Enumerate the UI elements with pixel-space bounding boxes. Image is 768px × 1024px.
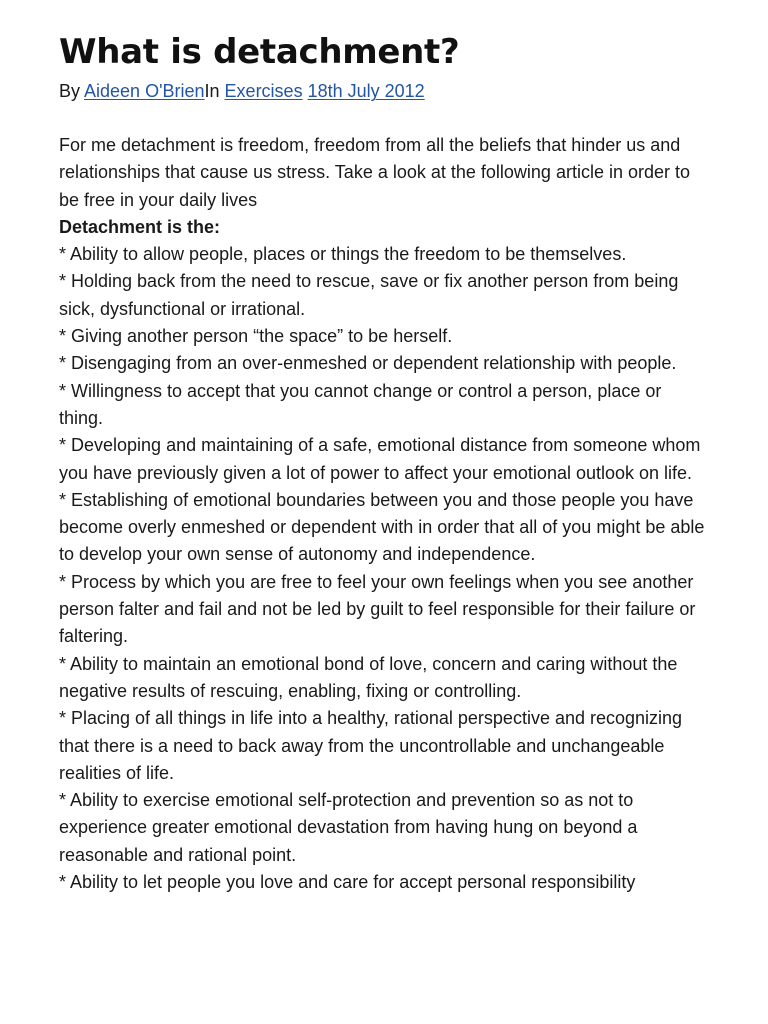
list-item: * Establishing of emotional boundaries between you and those people you have become overly enmeshed or dependent with in order that all of you might be able to develop your own sense of autonomy and independence. bbox=[59, 489, 705, 565]
list-item: * Ability to allow people, places or things the freedom to be themselves. bbox=[59, 244, 627, 265]
article-title: What is detachment? bbox=[59, 32, 460, 72]
list-subheading: Detachment is the: bbox=[59, 216, 221, 237]
list-item: * Ability to exercise emotional self-protection and prevention so as not to experience greater emotional devastation from having hung on beyond a reasonable and rational point. bbox=[59, 790, 638, 865]
list-item: * Disengaging from an over-enmeshed or dependent relationship with people. bbox=[59, 353, 677, 374]
intro-paragraph: For me detachment is freedom, freedom from all the beliefs that hinder us and relationships that cause us stress. Take a look at the following article in order to be free in your daily lives bbox=[59, 135, 691, 210]
date-link[interactable]: 18th July 2012 bbox=[307, 81, 425, 101]
byline-by-label: By bbox=[59, 81, 85, 101]
list-item: * Ability to let people you love and care for accept personal responsibility bbox=[59, 872, 636, 893]
list-item: * Giving another person “the space” to be herself. bbox=[59, 326, 453, 347]
list-item: * Holding back from the need to rescue, save or fix another person from being sick, dysfunctional or irrational. bbox=[59, 271, 679, 319]
list-item: * Ability to maintain an emotional bond of love, concern and caring without the negative results of rescuing, enabling, fixing or controlling. bbox=[59, 653, 678, 701]
article-byline bbox=[59, 78, 710, 104]
byline-in-label: In bbox=[204, 81, 225, 101]
category-link[interactable]: Exercises bbox=[224, 81, 303, 101]
author-link[interactable]: Aideen O'Brien bbox=[84, 81, 205, 101]
list-item: * Developing and maintaining of a safe, emotional distance from someone whom you have previously given a lot of power to affect your emotional outlook on life. bbox=[59, 435, 701, 483]
list-item: * Process by which you are free to feel your own feelings when you see another person falter and fail and not be led by guilt to feel responsible for their failure or faltering. bbox=[59, 571, 696, 647]
list-item: * Placing of all things in life into a healthy, rational perspective and recognizing that there is a need to back away from the uncontrollable and unchangeable realities of life. bbox=[59, 708, 683, 783]
list-item: * Willingness to accept that you cannot change or control a person, place or thing. bbox=[59, 380, 662, 428]
article-body bbox=[59, 132, 710, 896]
